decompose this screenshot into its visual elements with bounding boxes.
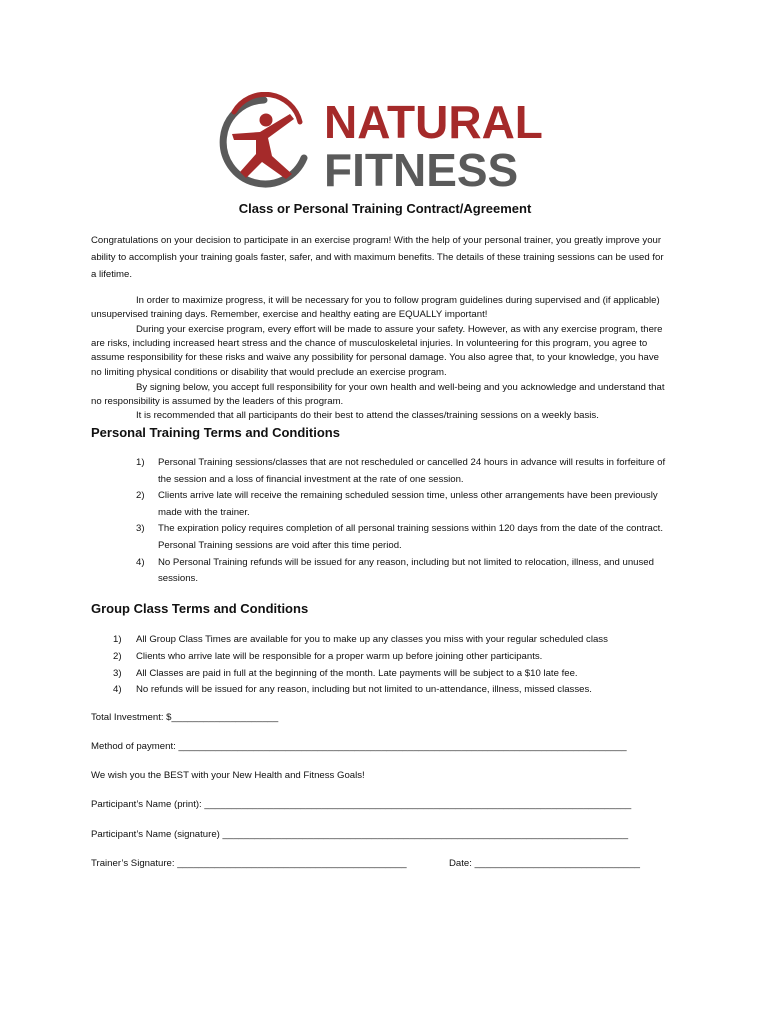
list-item-number: 2)	[113, 650, 122, 662]
participant-name-print-field[interactable]: Participant’s Name (print): ________________________________________________________________________________	[91, 799, 632, 810]
list-item	[91, 521, 681, 554]
list-item-number: 4)	[113, 684, 122, 696]
running-figure-logo-icon	[212, 92, 562, 192]
trainer-signature-field[interactable]: Trainer’s Signature: ___________________________________________	[91, 858, 407, 869]
group-class-heading: Group Class Terms and Conditions	[91, 601, 309, 616]
total-investment-field[interactable]: Total Investment: $____________________	[91, 712, 279, 723]
list-item-text: All Classes are paid in full at the beginning of the month. Late payments will be subject to a $10 late fee.	[136, 667, 578, 679]
list-item-text: No Personal Training refunds will be issued for any reason, including but not limited to relocation, illness, and unused sessions.	[158, 556, 654, 585]
group-class-list	[91, 632, 681, 699]
list-item-number: 3)	[136, 523, 145, 535]
list-item-text: Clients arrive late will receive the remaining scheduled session time, unless other arrangements have been previously made with the trainer.	[158, 490, 658, 518]
date-field[interactable]: Date: _______________________________	[449, 858, 640, 869]
list-item	[91, 632, 681, 649]
list-item-text: Personal Training sessions/classes that are not rescheduled or cancelled 24 hours in advance will results in forfeiture of the session and a loss of financial investment at the rate of one session.	[158, 457, 666, 485]
list-item-number: 2)	[136, 490, 145, 502]
list-item-number: 4)	[136, 556, 145, 568]
list-item-text: All Group Class Times are available for you to make up any classes you miss with your regular scheduled class	[136, 634, 608, 645]
paragraph-attendance: It is recommended that all participants do their best to attend the classes/training sessions on a weekly basis.	[136, 410, 599, 421]
personal-training-list	[91, 455, 681, 588]
list-item	[91, 555, 681, 588]
list-item	[91, 682, 681, 699]
intro-paragraph: Congratulations on your decision to participate in an exercise program! With the help of your personal trainer, you greatly improve your ability to accomplish your training goals faster, safer, and with maximum benefits. The details of these training sessions can be used for a lifetime.	[91, 235, 664, 280]
natural-fitness-logo	[212, 92, 562, 192]
list-item-number: 3)	[113, 667, 122, 679]
list-item-text: Clients who arrive late will be responsible for a proper warm up before joining other participants.	[136, 650, 543, 662]
list-item	[91, 649, 681, 666]
list-item-text: No refunds will be issued for any reason, including but not limited to un-attendance, illness, missed classes.	[136, 684, 592, 696]
list-item-number: 1)	[136, 457, 145, 468]
paragraph-responsibility: By signing below, you accept full responsibility for your own health and well-being and you acknowledge and understand that no responsibility is assumed by the leaders of this program.	[91, 382, 665, 408]
wish-text: We wish you the BEST with your New Health and Fitness Goals!	[91, 770, 365, 781]
list-item-number: 1)	[113, 634, 122, 645]
participant-signature-field[interactable]: Participant’s Name (signature) ____________________________________________________________________________	[91, 829, 629, 840]
logo-word-natural: NATURAL	[324, 96, 543, 148]
list-item	[91, 455, 681, 488]
personal-training-heading: Personal Training Terms and Conditions	[91, 425, 340, 440]
paragraph-progress: In order to maximize progress, it will be necessary for you to follow program guidelines during supervised and (if applicable) unsupervised training days. Remember, exercise and healthy eating are EQUALLY important!	[91, 295, 660, 321]
paragraph-safety: During your exercise program, every effort will be made to assure your safety. However, as with any exercise program, there are risks, including increased heart stress and the chance of musculoskeletal injuries. In volunteering for this program, you agree to assume responsibility for these risks and waive any possibility for personal damage. You also agree that, to your knowledge, you have no limiting physical conditions or disability that would preclude an exercise program.	[91, 324, 663, 378]
method-of-payment-field[interactable]: Method of payment: ____________________________________________________________________________________	[91, 741, 627, 752]
document-title: Class or Personal Training Contract/Agreement	[238, 201, 532, 216]
list-item	[91, 488, 681, 521]
logo-word-fitness: FITNESS	[324, 144, 519, 192]
list-item-text: The expiration policy requires completion of all personal training sessions within 120 days from the date of the contract. Personal Training sessions are void after this time period.	[158, 523, 664, 551]
list-item	[91, 666, 681, 683]
